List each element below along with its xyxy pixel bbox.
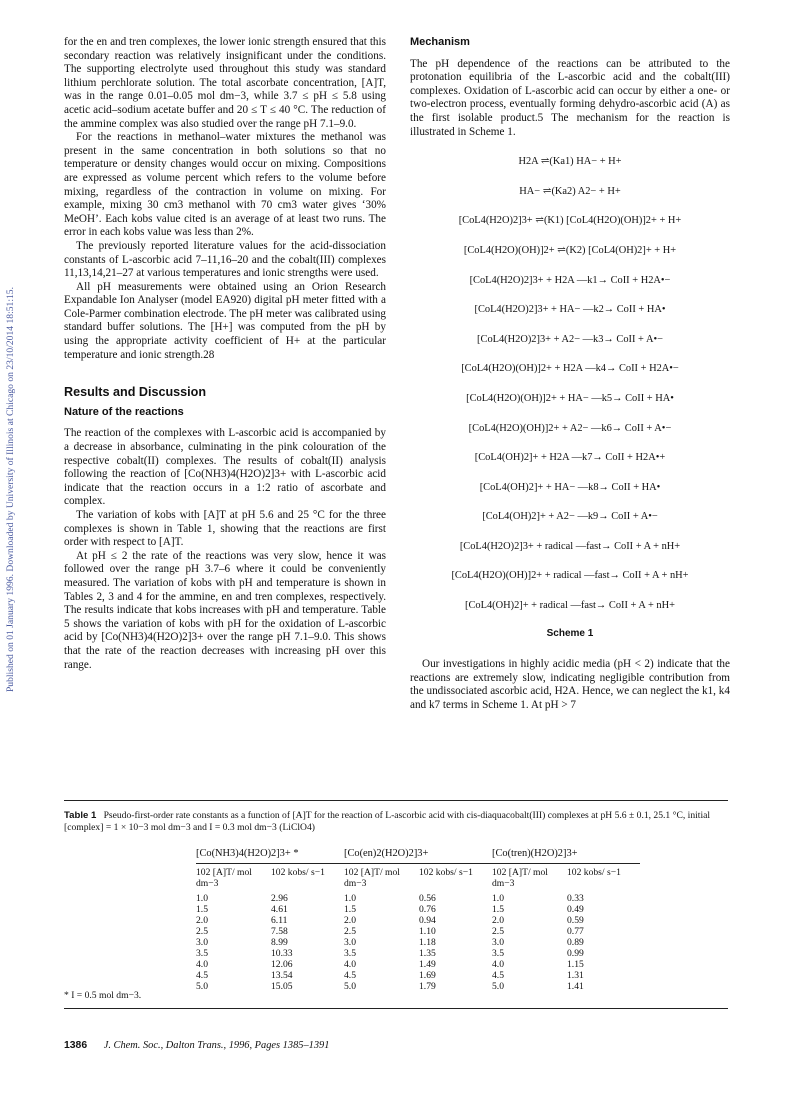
download-notice bbox=[3, 130, 17, 850]
table-cell: 0.56 bbox=[419, 893, 436, 904]
table-cell: 1.31 bbox=[567, 970, 584, 981]
table-cell: 3.0 bbox=[196, 937, 208, 948]
table-row bbox=[196, 904, 640, 915]
table-cell: 5.0 bbox=[492, 981, 504, 992]
scheme-equation: [CoL4(H2O)(OH)]2+ + radical —fast→ CoII + A + nH+ bbox=[451, 570, 689, 582]
table-row bbox=[196, 893, 640, 904]
scheme-equation: [CoL4(H2O)2]3+ + A2− —k3→ CoII + A•− bbox=[477, 333, 663, 345]
table-row bbox=[196, 948, 640, 959]
table-cell: 1.41 bbox=[567, 981, 584, 992]
table-cell: 15.05 bbox=[271, 981, 293, 992]
table-cell: 4.0 bbox=[196, 959, 208, 970]
table-cell: 1.18 bbox=[419, 937, 436, 948]
table-cell: 4.5 bbox=[344, 970, 356, 981]
table-caption-text: Pseudo-first-order rate constants as a function of [A]T for the reaction of L-ascorbic acid with cis-diaquacobalt(III) complexes at pH 5.6 ± 0.1, 25.1 °C, initial [complex] = 1 × 10−3 mol dm−3 and I = 0.3 mol dm−3 (LiClO4) bbox=[64, 810, 711, 833]
scheme-equation: [CoL4(H2O)2]3+ + HA− —k2→ CoII + HA• bbox=[474, 304, 666, 316]
table-column-header: 102 [A]T/ mol dm−3 bbox=[196, 867, 252, 889]
page-number: 1386 bbox=[64, 1040, 88, 1051]
left-column bbox=[64, 36, 386, 672]
table-cell: 2.0 bbox=[196, 915, 208, 926]
table-cell: 6.11 bbox=[271, 915, 288, 926]
table-row bbox=[196, 970, 640, 981]
table-cell: 4.5 bbox=[196, 970, 208, 981]
table-cell: 10.33 bbox=[271, 948, 293, 959]
table-cell: 2.5 bbox=[492, 926, 504, 937]
paragraph: Our investigations in highly acidic media (pH < 2) indicate that the reactions are extremely slow, indicating negligible contribution from the undissociated ascorbic acid, H2A. Hence, we can neglect the k1, k4 and k7 terms in Scheme 1. At pH > 7 bbox=[410, 658, 730, 712]
table-cell: 3.5 bbox=[344, 948, 356, 959]
rate-constant-table bbox=[196, 848, 640, 992]
paragraph: For the reactions in methanol–water mixtures the methanol was present in the same concentration in both solutions so that no temperature or density changes would occur on mixing. Compositions are expressed as volume percent which refers to the volume before mixing, regardless of the contraction in volume on mixing. For example, mixing 30 cm3 methanol with 70 cm3 water gives ‘30% MeOH’. Each kobs value cited is an average of at least two runs. The error in each kobs value was less than 2%. bbox=[64, 131, 386, 239]
table-cell: 3.5 bbox=[196, 948, 208, 959]
table-cell: 3.5 bbox=[492, 948, 504, 959]
table-row bbox=[196, 937, 640, 948]
table-column-header: 102 kobs/ s−1 bbox=[271, 867, 325, 878]
table-cell: 1.69 bbox=[419, 970, 436, 981]
page-footer bbox=[64, 1040, 329, 1051]
table-cell: 1.0 bbox=[492, 893, 504, 904]
table-cell: 12.06 bbox=[271, 959, 293, 970]
table-group-header: [Co(tren)(H2O)2]3+ bbox=[492, 848, 578, 859]
table-bottom-rule bbox=[64, 1008, 728, 1009]
table-cell: 5.0 bbox=[344, 981, 356, 992]
table-cell: 1.79 bbox=[419, 981, 436, 992]
table-cell: 1.10 bbox=[419, 926, 436, 937]
section-heading-mechanism: Mechanism bbox=[410, 36, 470, 48]
table-cell: 1.5 bbox=[344, 904, 356, 915]
scheme-equation: HA− ⇌(Ka2) A2− + H+ bbox=[519, 185, 621, 197]
scheme-equation: [CoL4(H2O)2]3+ ⇌(K1) [CoL4(H2O)(OH)]2+ + H+ bbox=[458, 215, 682, 227]
scheme-label: Scheme 1 bbox=[546, 627, 594, 639]
table-top-rule bbox=[64, 800, 728, 801]
table-cell: 4.0 bbox=[492, 959, 504, 970]
scheme-equation: [CoL4(OH)2]+ + radical —fast→ CoII + A + nH+ bbox=[465, 600, 675, 612]
paragraph: The variation of kobs with [A]T at pH 5.6 and 25 °C for the three complexes is shown in Table 1, showing that the reactions are first order with respect to [A]T. bbox=[64, 509, 386, 549]
table-cell: 0.59 bbox=[567, 915, 584, 926]
journal-reference: J. Chem. Soc., Dalton Trans., 1996, Pages 1385–1391 bbox=[103, 1040, 330, 1051]
table-cell: 0.89 bbox=[567, 937, 584, 948]
reaction-scheme bbox=[410, 147, 730, 621]
table-cell: 2.96 bbox=[271, 893, 288, 904]
table-row bbox=[196, 959, 640, 970]
table-row bbox=[196, 981, 640, 992]
table-cell: 13.54 bbox=[271, 970, 293, 981]
table-cell: 4.5 bbox=[492, 970, 504, 981]
table-cell: 8.99 bbox=[271, 937, 288, 948]
subsection-heading-nature: Nature of the reactions bbox=[64, 405, 184, 418]
table-cell: 5.0 bbox=[196, 981, 208, 992]
paragraph: The previously reported literature values for the acid-dissociation constants of L-ascorbic acid 7–11,16–20 and the cobalt(III) complexes 11,13,14,21–27 at various temperatures and ionic strengths were used. bbox=[64, 239, 386, 280]
table-cell: 2.5 bbox=[344, 926, 356, 937]
table-cell: 2.5 bbox=[196, 926, 208, 937]
scheme-equation: [CoL4(H2O)2]3+ + H2A —k1→ CoII + H2A•− bbox=[469, 274, 671, 286]
table-cell: 0.33 bbox=[567, 893, 584, 904]
paragraph: At pH ≤ 2 the rate of the reactions was very slow, hence it was followed over the range pH 3.7–6 where it could be conveniently measured. The variation of kobs with pH and temperature is shown in Tables 2, 3 and 4 for the ammine, en and tren complexes, respectively. The results indicate that kobs increases with pH and temperature. Table 5 shows the variation of kobs with pH for the oxidation of L-ascorbic acid by [Co(NH3)4(H2O)2]3+ over the range pH 7.1–9.0. This shows that the rate of the reaction decreases with increasing pH over this range. bbox=[64, 549, 386, 671]
table-cell: 1.0 bbox=[344, 893, 356, 904]
table-cell: 0.99 bbox=[567, 948, 584, 959]
table-cell: 1.15 bbox=[567, 959, 584, 970]
table-cell: 1.0 bbox=[196, 893, 208, 904]
table-cell: 3.0 bbox=[344, 937, 356, 948]
right-column bbox=[410, 36, 730, 713]
table-row bbox=[196, 926, 640, 937]
scheme-equation: [CoL4(OH)2]+ + H2A —k7→ CoII + H2A•+ bbox=[474, 452, 666, 464]
download-notice-text: Published on 01 January 1996. Downloaded by University of Illinois at Chicago on 23/10/2014 18:51:15. bbox=[4, 287, 16, 693]
table-cell: 3.0 bbox=[492, 937, 504, 948]
scheme-equation: [CoL4(H2O)2]3+ + radical —fast→ CoII + A + nH+ bbox=[459, 540, 681, 552]
table-row bbox=[196, 915, 640, 926]
paragraph: The pH dependence of the reactions can be attributed to the protonation equilibria of the L-ascorbic acid and the cobalt(III) complexes. Oxidation of L-ascorbic acid can occur by either a one- or two-electron process, eventually forming dehydro-ascorbic acid (A) as the first isolable product.5 The mechanism for the reaction is illustrated in Scheme 1. bbox=[410, 57, 730, 138]
table-cell: 0.49 bbox=[567, 904, 584, 915]
scheme-equation: [CoL4(OH)2]+ + HA− —k8→ CoII + HA• bbox=[479, 481, 661, 493]
table-cell: 2.0 bbox=[344, 915, 356, 926]
scheme-equation: [CoL4(H2O)(OH)]2+ ⇌(K2) [CoL4(OH)2]+ + H+ bbox=[463, 244, 677, 256]
table-caption-label: Table 1 bbox=[64, 810, 97, 821]
paragraph: All pH measurements were obtained using an Orion Research Expandable Ion Analyser (model EA920) digital pH meter fitted with a Cole-Parmer combination electrode. The pH meter was calibrated using standard buffer solutions. The [H+] was computed from the pH by using the appropriate activity coefficient of H+ at the particular temperature and ionic strength.28 bbox=[64, 280, 386, 361]
scheme-equation: [CoL4(H2O)(OH)]2+ + H2A —k4→ CoII + H2A•− bbox=[461, 363, 679, 375]
table-cell: 2.0 bbox=[492, 915, 504, 926]
scheme-equation: [CoL4(H2O)(OH)]2+ + HA− —k5→ CoII + HA• bbox=[466, 392, 674, 404]
scheme-equation: H2A ⇌(Ka1) HA− + H+ bbox=[518, 156, 622, 168]
table-cell: 1.5 bbox=[196, 904, 208, 915]
table-cell: 0.76 bbox=[419, 904, 436, 915]
scheme-equation: [CoL4(H2O)(OH)]2+ + A2− —k6→ CoII + A•− bbox=[468, 422, 672, 434]
table-column-header: 102 [A]T/ mol dm−3 bbox=[492, 867, 548, 889]
table-cell: 7.58 bbox=[271, 926, 288, 937]
paragraph: The reaction of the complexes with L-ascorbic acid is accompanied by a decrease in absorbance, culminating in the pink colouration of the respective cobalt(II) complexes. The results of cobalt(II) analysis following the reaction of [Co(NH3)4(H2O)2]3+ with L-ascorbic acid indicate that the reaction occurs in a 1:2 ratio of ascorbate and complex. bbox=[64, 427, 386, 508]
table-cell: 1.5 bbox=[492, 904, 504, 915]
table-cell: 0.94 bbox=[419, 915, 436, 926]
table-caption bbox=[64, 810, 728, 834]
paragraph: for the en and tren complexes, the lower ionic strength ensured that this secondary reaction was relatively insignificant under the conditions. The supporting electrolyte used throughout this study was standard lithium perchlorate solution. The total ascorbate concentration, [A]T, was in the range 0.01–0.05 mol dm−3, while 3.7 ≤ pH ≤ 5.8 using acetic acid–sodium acetate buffer and 20 ≤ T ≤ 40 °C. The reduction of the ammine complex was also studied over the range pH 7.1–9.0. bbox=[64, 36, 386, 130]
table-column-header: 102 kobs/ s−1 bbox=[419, 867, 473, 878]
scheme-equation: [CoL4(OH)2]+ + A2− —k9→ CoII + A•− bbox=[482, 511, 658, 523]
table-cell: 1.35 bbox=[419, 948, 436, 959]
table-cell: 1.49 bbox=[419, 959, 436, 970]
table-column-header: 102 [A]T/ mol dm−3 bbox=[344, 867, 400, 889]
table-group-header: [Co(en)2(H2O)2]3+ bbox=[344, 848, 429, 859]
table-group-header: [Co(NH3)4(H2O)2]3+ * bbox=[196, 848, 299, 859]
table-cell: 0.77 bbox=[567, 926, 584, 937]
table-cell: 4.0 bbox=[344, 959, 356, 970]
table-footnote: * I = 0.5 mol dm−3. bbox=[64, 990, 142, 1001]
section-heading-results: Results and Discussion bbox=[64, 385, 207, 400]
table-column-header: 102 kobs/ s−1 bbox=[567, 867, 621, 878]
table-cell: 4.61 bbox=[271, 904, 288, 915]
